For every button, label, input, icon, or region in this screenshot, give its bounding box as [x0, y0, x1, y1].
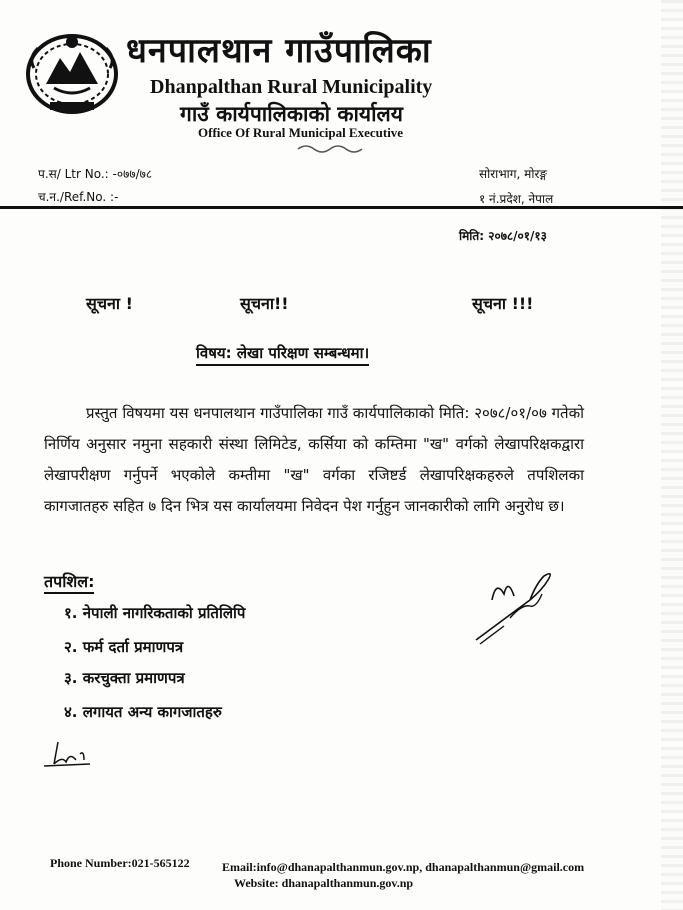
attachment-item: ३. करचुक्ता प्रमाणपत्र — [64, 669, 185, 687]
nepal-emblem-icon — [24, 28, 120, 116]
initial-signature — [40, 734, 100, 774]
municipality-title-np: धनपालथान गाउँपालिका — [126, 31, 432, 71]
scan-edge — [661, 0, 683, 910]
address-line-2: १ नं.प्रदेश, नेपाल — [479, 192, 554, 206]
address-line-1: सोराभाग, मोरङ्ग — [479, 167, 547, 181]
notice-heading-2: सूचना!! — [240, 294, 289, 313]
footer-website: Website: dhanapalthanmun.gov.np — [234, 876, 414, 890]
office-title-np: गाउँ कार्यपालिकाको कार्यालय — [180, 102, 403, 126]
officer-signature — [470, 560, 570, 650]
attachments-title: तपशिल: — [44, 570, 94, 594]
letter-date: मिति: २०७८/०१/१३ — [459, 229, 547, 243]
municipality-title-en: Dhanpalthan Rural Municipality — [150, 76, 433, 98]
body-paragraph — [44, 398, 584, 522]
notice-heading-1: सूचना ! — [86, 294, 133, 313]
body-text: प्रस्तुत विषयमा यस धनपालथान गाउँपालिका गाउँ कार्यपालिकाको मिति: २०७८/०१/०७ गतेको निर्णिय अनुसार नमुना सहकारी संस्था लिमिटेड, कर्सिया को कम्तिमा "ख" वर्गको लेखापरिक्षकद्वारा लेखापरीक्षण गर्नुपर्ने भएकोले कम्तीमा "ख" वर्गका रजिष्टर्ड लेखापरिक्षकहरुले तपशिलका कागजातहरु सहित ७ दिन भित्र यस कार्यालयमा निवेदन पेश गर्नुहुन जानकारीको लागि अनुरोध छ। — [44, 404, 584, 515]
stamp-mark — [296, 141, 366, 155]
reference-number: च.न./Ref.No. :- — [38, 190, 119, 204]
footer-email: Email:info@dhanapalthanmun.gov.np, dhanapalthanmun@gmail.com — [222, 860, 585, 874]
notice-heading-3: सूचना !!! — [472, 294, 534, 313]
header-divider — [0, 206, 683, 209]
attachment-item: १. नेपाली नागरिकताको प्रतिलिपि — [64, 604, 246, 622]
letter-number: प.स/ Ltr No.: -०७७/७८ — [38, 167, 153, 181]
footer-phone: Phone Number:021-565122 — [50, 856, 190, 870]
attachment-item: २. फर्म दर्ता प्रमाणपत्र — [64, 638, 184, 656]
attachment-item: ४. लगायत अन्य कागजातहरु — [64, 703, 222, 721]
subject-line: विषय: लेखा परिक्षण सम्बन्धमा। — [196, 343, 369, 366]
office-title-en: Office Of Rural Municipal Executive — [198, 125, 404, 140]
